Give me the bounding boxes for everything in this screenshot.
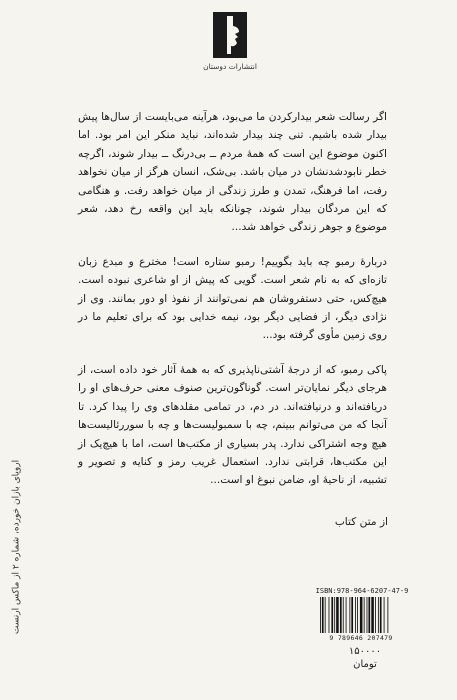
isbn-label: ISBN:978-964-6207-47-9 [315, 587, 409, 595]
price-amount: ۱۵۰۰۰۰ [348, 646, 382, 657]
publisher-logo-icon [213, 12, 247, 58]
source-attribution: از متن کتاب [334, 516, 388, 528]
spine-caption [10, 420, 24, 675]
price-currency: تومان [353, 659, 377, 670]
cover-art-credit: اروپای بازان خورده، شماره ۲ از ماکس ارنست [11, 459, 22, 635]
blurb-text [78, 108, 387, 506]
price-tag [318, 645, 412, 671]
publisher-name: انتشارات دوستان [203, 62, 257, 71]
barcode-number: 9 789646 207479 [329, 634, 393, 642]
paragraph-2: دربارهٔ رمبو چه باید بگوییم! رمبو ستاره است! مخترع و مبدع زبان تازه‌ای که به نام شعر است. گویی که پیش از او شاعری نبوده است. هیچ‌کس، حتی دستفروشان هم نمی‌توانند از نفوذ او دور بمانند. وی از نژادی دیگر، از فضایی دیگر بود، نیمه خدایی بود که برای تعلیم ما در روی زمین مأوی گرفته بود... [78, 255, 387, 342]
paragraph-1: اگر رسالت شعر بیدارکردن ما می‌بود، هرآینه می‌بایست از سال‌ها پیش بیدار شده باشیم. تنی چند بیدار شده‌اند، نباید منکر این امر بود. اما اکنون موضوع این است که همهٔ مردم ــ بی‌درنگ ــ بیدار شوند، اگرچه خطر نابودشدنشان در میان باشد. بی‌شک، انسان هرگز از میان نخواهد رفت، اما فرهنگ، تمدن و طرز زندگی از میان خواهد رفت. و هنگامی که این مردگان بیدار شوند، چونانکه باید این واقعه رخ دهد، شعر موضوع و جوهر زندگی خواهد شد... [78, 111, 387, 234]
barcode-icon [318, 597, 410, 633]
paragraph-3: پاکی رمبو، که از درجهٔ آشتی‌ناپذیری که به همهٔ آثار خود داده است، از هرجای دیگر نمایان‌تر است. گوناگون‌ترین صنوف معنی حرف‌های او را دریافته‌اند و درنیافته‌اند. در دم، در تمامی مقلدهای وی را پیدا کرد. تا آنجا که من می‌توانم ببینم، چه با سمبولیست‌ها و چه با سوررئالیست‌ها هیچ وجه اشتراکی ندارد. پدر بسیاری از مکتب‌ها است، اما با هیچ‌یک از این مکتب‌ها، قرابتی ندارد. استعمال غریب رمز و کنایه و تصویر و تشبیه، از ناحیهٔ او، ضامن نبوغ او است... [78, 363, 387, 487]
